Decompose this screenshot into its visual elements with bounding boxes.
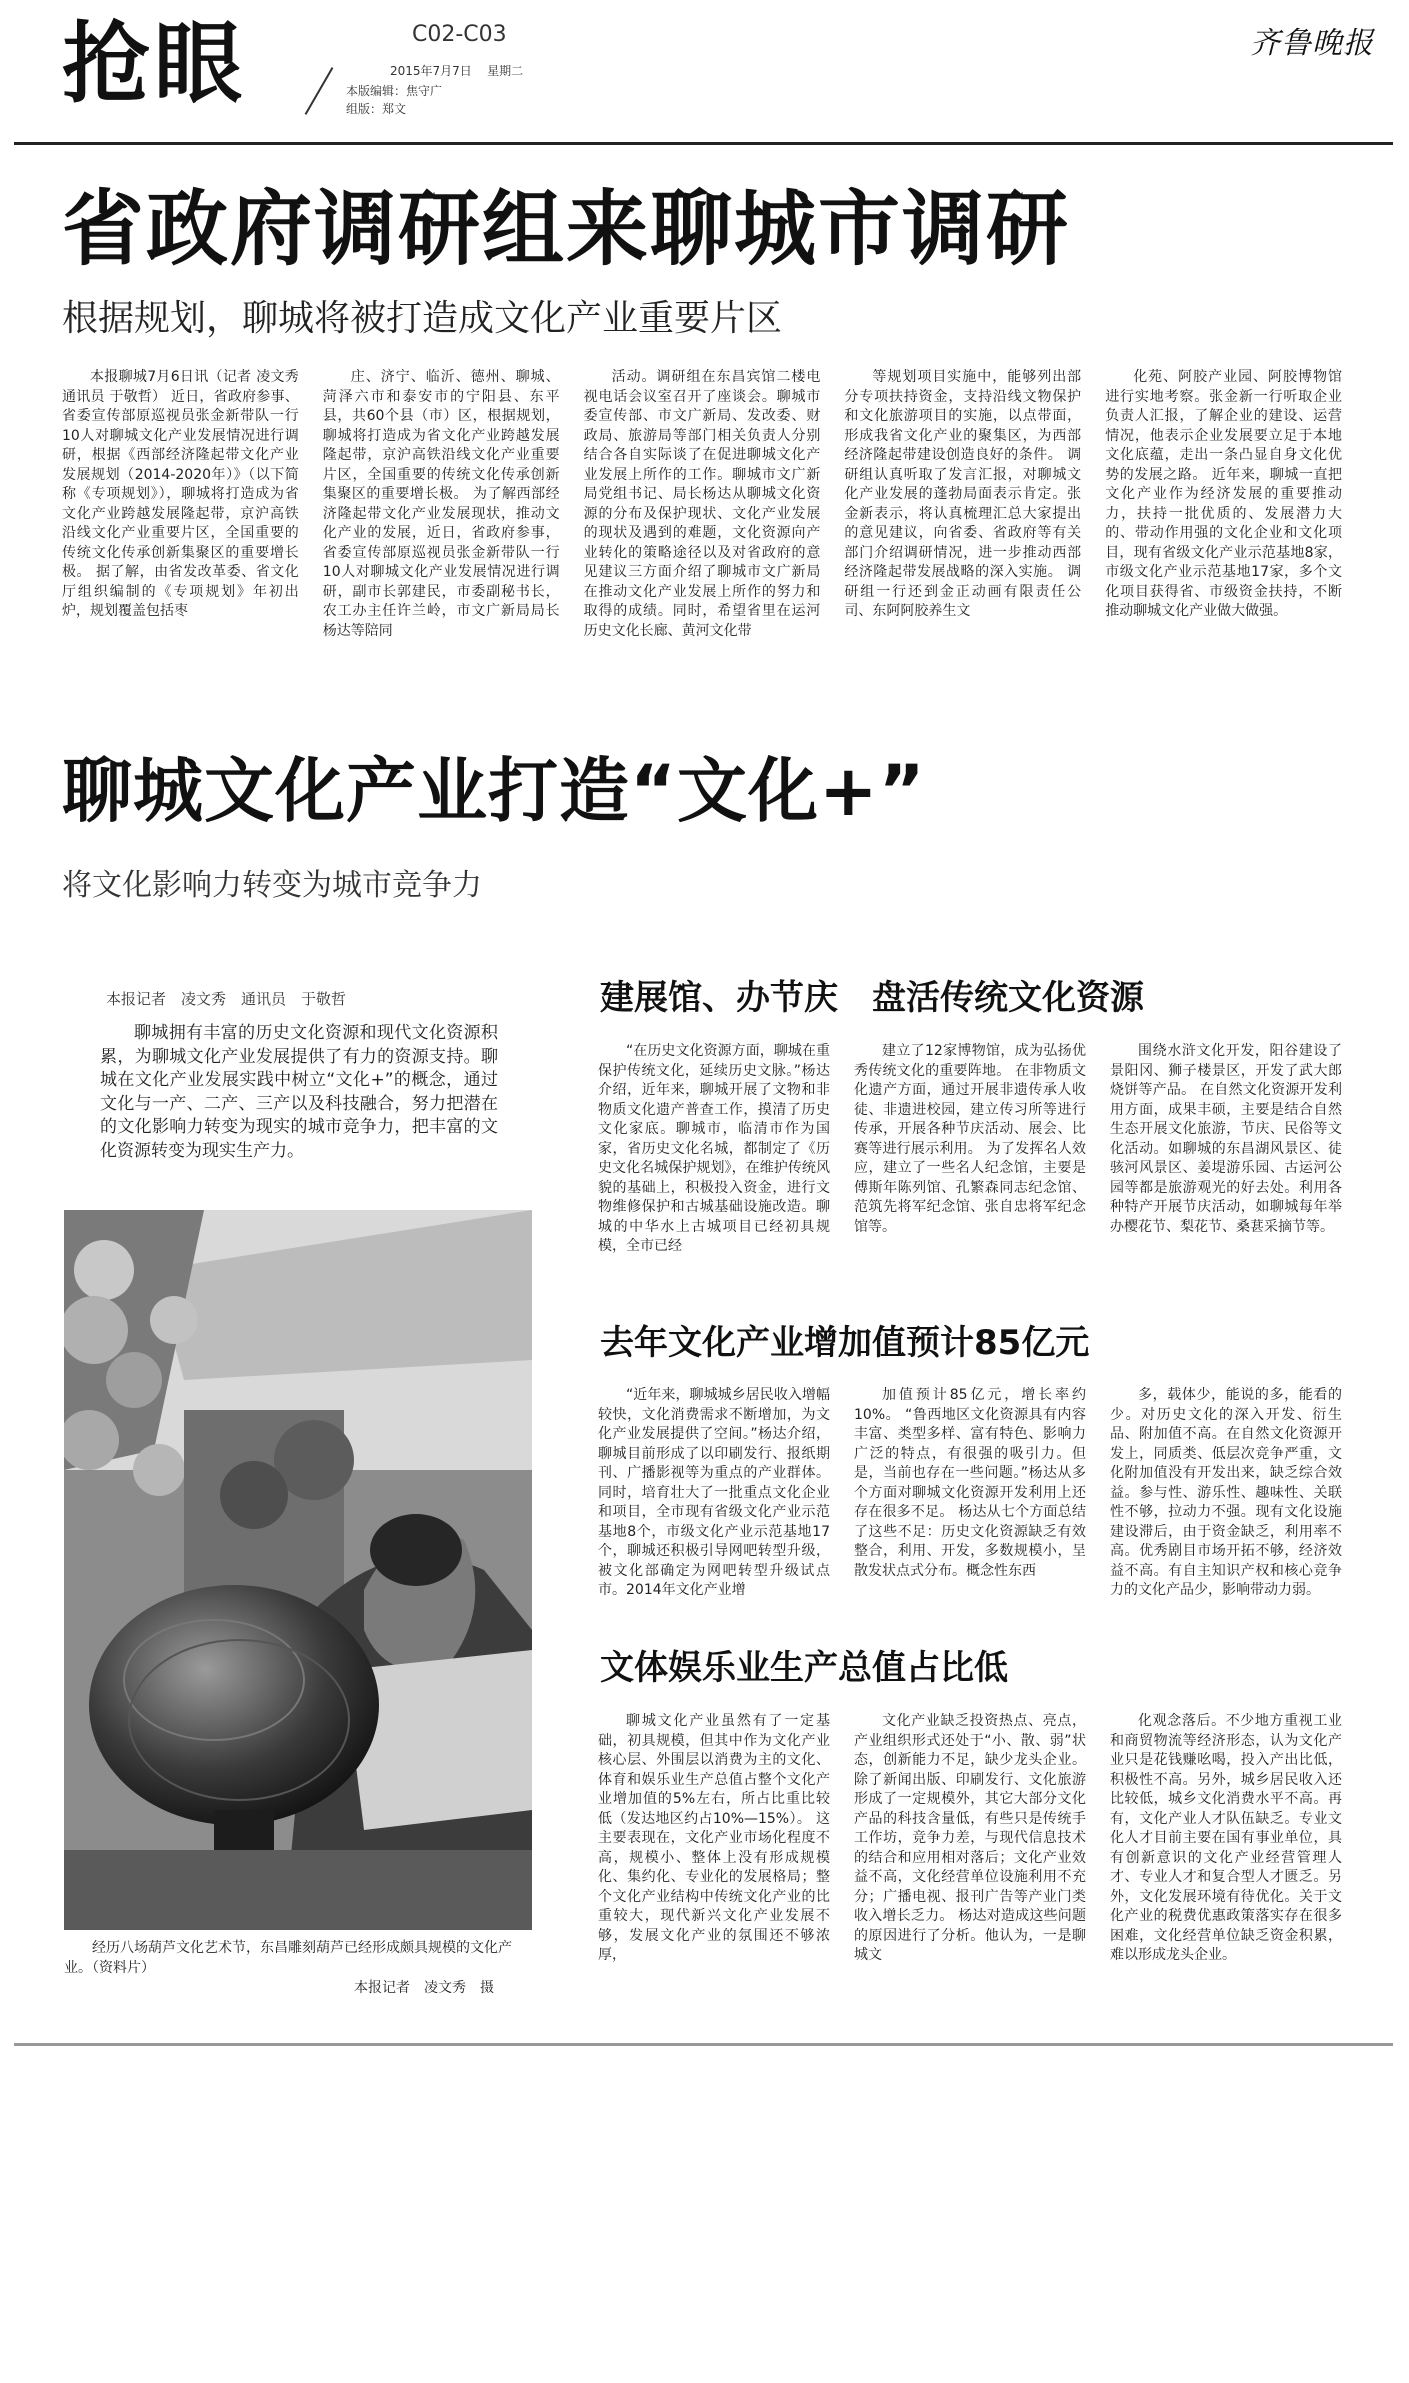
section-body xyxy=(598,1386,1342,1628)
story1-column: 本报聊城7月6日讯（记者 凌文秀 通讯员 于敬哲） 近日，省政府参事、省委宣传部原巡视员张金新带队一行10人对聊城文化产业发展情况进行调研，根据《西部经济隆起带文化产业发展规划（2014-2020年）》（以下简称《专项规划》），聊城将打造成为省文化产业跨越发展隆起带，京沪高铁沿线文化产业重要片区，全国重要的传统文化传承创新集聚区的重要增长极。 据了解，由省发改革委、省文化厅组织编制的《专项规划》年初出炉，规划覆盖包括枣 xyxy=(62,369,299,619)
story1-column: 庄、济宁、临沂、德州、聊城、菏泽六市和泰安市的宁阳县、东平县，共60个县（市）区，根据规划，聊城将打造成为省文化产业跨越发展隆起带，京沪高铁沿线文化产业重要片区，全国重要的传统文化传承创新集聚区的重要增长极。 为了解西部经济隆起带文化产业发展现状，推动文化产业的发展，近日，省政府参事，省委宣传部原巡视员张金新带队一行10人对聊城文化产业发展情况进行调研，副市长郭建民，市委副秘书长，农工办主任许兰岭，市文广新局局长杨达等陪同 xyxy=(322,369,560,639)
section-column: 加值预计85亿元，增长率约10%。 “鲁西地区文化资源具有内容丰富、类型多样、富有特色、影响力广泛的特点，有很强的吸引力。但是，当前也存在一些问题。”杨达从多个方面对聊城文化资源开发利用上还存在很多不足。 杨达从七个方面总结了这些不足：历史文化资源缺乏有效整合，利用、开发，多数规模小，呈散发状点式分布。概念性东西 xyxy=(854,1387,1086,1579)
story1-subtitle: 根据规划，聊城将被打造成文化产业重要片区 xyxy=(62,298,783,339)
footer-rule xyxy=(14,2043,1393,2046)
section-column: 建立了12家博物馆，成为弘扬优秀传统文化的重要阵地。 在非物质文化遗产方面，通过开展非遗传承人收徒、非遗进校园，建立传习所等进行传承，开展各种节庆活动、展会、比赛等进行展示利用。 为了发挥名人效应，建立了一些名人纪念馆，主要是傅斯年陈列馆、孔繁森同志纪念馆、范筑先将军纪念馆、张自忠将军纪念馆等。 xyxy=(854,1043,1086,1235)
story2-byline: 本报记者 凌文秀 通讯员 于敬哲 xyxy=(106,990,347,1008)
photo-credit: 本报记者 凌文秀 摄 xyxy=(354,1980,494,1996)
section-column: 围绕水浒文化开发，阳谷建设了景阳冈、狮子楼景区，开发了武大郎烧饼等产品。 在自然文化资源开发利用方面，成果丰硕，主要是结合自然生态开展文化旅游，节庆、民俗等文化活动。如聊城的东昌湖风景区、徒骇河风景区、姜堤游乐园、古运河公园等都是旅游观光的好去处。利用各种特产开展节庆活动，如聊城每年举办樱花节、梨花节、桑葚采摘节等。 xyxy=(1110,1043,1342,1235)
section-column: 多，载体少，能说的多，能看的少。对历史文化的深入开发、衍生品、附加值不高。在自然文化资源开发上，同质类、低层次竞争严重，文化附加值没有开发出来，缺乏综合效益。参与性、游乐性、趣味性、关联性不够，拉动力不强。现有文化设施建设滞后，由于资金缺乏，利用率不高。优秀剧目市场开拓不够，经济效益不高。有自主知识产权和核心竞争力的文化产品少，影响带动力弱。 xyxy=(1110,1387,1342,1598)
section-body xyxy=(598,1042,1342,1304)
section-column: “在历史文化资源方面，聊城在重保护传统文化，延续历史文脉。”杨达介绍，近年来，聊城开展了文物和非物质文化遗产普查工作，摸清了历史文化家底。聊城市，临清市作为国家，省历史文化名城，都制定了《历史文化名城保护规划》，在维护传统风貌的基础上，积极投入资金，进行文物维修保护和古城基础设施改造。聊城的中华水上古城项目已经初具规模，全市已经 xyxy=(598,1043,830,1254)
photo-caption xyxy=(64,1938,534,1998)
section-column: 聊城文化产业虽然有了一定基础，初具规模，但其中作为文化产业核心层、外围层以消费为主的文化、体育和娱乐业生产总值占整个文化产业增加值的5%左右，所占比重比较低（发达地区约占10%—15%）。 这主要表现在，文化产业市场化程度不高，规模小、整体上没有形成规模化、集约化、专业化的发展格局；整个文化产业结构中传统文化产业的比重较大，现代新兴文化产业发展不够，发展文化产业的氛围还不够浓厚， xyxy=(598,1713,830,1963)
story1-column: 化苑、阿胶产业园、阿胶博物馆进行实地考察。张金新一行听取企业负责人汇报，了解企业的建设、运营情况，他表示企业发展要立足于本地文化底蕴，走出一条凸显自身文化优势的发展之路。 近年来，聊城一直把文化产业作为经济发展的重要推动力，扶持一批优质的、发展潜力大的、带动作用强的文化企业和文化项目，现有省级文化产业示范基地8家，市级文化产业示范基地17家，多个文化项目获得省、市级资金扶持，不断推动聊城文化产业做大做强。 xyxy=(1105,369,1342,619)
photo-caption-text: 经历八场葫芦文化艺术节，东昌雕刻葫芦已经形成颇具规模的文化产业。（资料片） xyxy=(64,1940,512,1976)
header-rule xyxy=(14,142,1393,145)
story1-title: 省政府调研组来聊城市调研 xyxy=(62,182,1071,277)
section-column: 文化产业缺乏投资热点、亮点，产业组织形式还处于“小、散、弱”状态，创新能力不足，缺少龙头企业。除了新闻出版、印刷发行、文化旅游形成了一定规模外，其它大部分文化产品的科技含量低，有些只是传统手工作坊，竞争力差，与现代信息技术的结合和应用相对落后；文化产业效益不高，文化经营单位设施利用不充分；广播电视、报刊广告等产业门类收入增长乏力。 杨达对造成这些问题的原因进行了分析。他认为，一是聊城文 xyxy=(854,1713,1086,1963)
section-heading: 建展馆、办节庆 盘活传统文化资源 xyxy=(600,978,1144,1018)
gourd-festival-photo xyxy=(64,1210,532,1930)
story2-subtitle: 将文化影响力转变为城市竞争力 xyxy=(62,868,482,903)
story2-title: 聊城文化产业打造“文化+” xyxy=(62,750,926,832)
section-column: “近年来，聊城城乡居民收入增幅较快，文化消费需求不断增加，为文化产业发展提供了空间。”杨达介绍，聊城目前形成了以印刷发行、报纸期刊、广播影视等为重点的产业群体。同时，培育壮大了一批重点文化企业和项目，全市现有省级文化产业示范基地8个，市级文化产业示范基地17个，聊城还积极引导网吧转型升级，被文化部确定为网吧转型升级试点市。2014年文化产业增 xyxy=(598,1387,830,1598)
section-column: 化观念落后。不少地方重视工业和商贸物流等经济形态，认为文化产业只是花钱赚吆喝，投入产出比低，积极性不高。另外，城乡居民收入还比较低，城乡文化消费水平不高。再有，文化产业人才队伍缺乏。专业文化人才目前主要在国有事业单位，具有创新意识的文化产业经营管理人才、专业人才和复合型人才匮乏。另外，文化发展环境有待优化。关于文化产业的税费优惠政策落实存在很多困难，文化经营单位缺乏资金积累，难以形成龙头企业。 xyxy=(1110,1713,1342,1963)
header-divider xyxy=(305,67,334,115)
issue-weekday: 星期二 xyxy=(487,64,524,78)
composer-credit: 组版：郑文 xyxy=(346,102,407,116)
issue-date: 2015年7月7日 xyxy=(390,64,472,78)
issue-date-line xyxy=(390,62,523,80)
editor-credit: 本版编辑：焦守广 xyxy=(346,84,443,98)
story2-lead: 聊城拥有丰富的历史文化资源和现代文化资源积累，为聊城文化产业发展提供了有力的资源支持。聊城在文化产业发展实践中树立“文化+”的概念，通过文化与一产、二产、三产以及科技融合，努力把潜在的文化影响力转变为现实的城市竞争力，把丰富的文化资源转变为现实生产力。 xyxy=(100,1023,498,1161)
section-heading: 去年文化产业增加值预计85亿元 xyxy=(600,1323,1090,1363)
story1-column: 等规划项目实施中，能够列出部分专项扶持资金，支持沿线文物保护和文化旅游项目的实施，以点带面，形成我省文化产业的聚集区，为西部经济隆起带建设创造良好的条件。 调研组认真听取了发言汇报，对聊城文化产业发展的蓬勃局面表示肯定。张金新表示，将认真梳理汇总大家提出的意见建议，向省委、省政府等有关部门介绍调研情况，进一步推动西部经济隆起带发展战略的深入实施。 调研组一行还到金正动画有限责任公司、东阿阿胶养生文 xyxy=(844,369,1082,619)
photo-illustration xyxy=(64,1210,532,1930)
section-logo: 抢眼 xyxy=(62,12,247,115)
section-heading: 文体娱乐业生产总值占比低 xyxy=(600,1648,1008,1688)
story1-column: 活动。调研组在东昌宾馆二楼电视电话会议室召开了座谈会。聊城市委宣传部、市文广新局、发改委、财政局、旅游局等部门相关负责人分别结合各自实际谈了在促进聊城文化产业发展上所作的工作。聊城市文广新局党组书记、局长杨达从聊城文化资源的分布及保护现状、文化产业发展的现状及遇到的难题，文化资源向产业转化的策略途径以及对省政府的意见建议三方面介绍了聊城市文广新局在推动文化产业发展上所作的努力和取得的成绩。同时，希望省里在运河历史文化长廊、黄河文化带 xyxy=(583,369,821,639)
newspaper-name: 齐鲁晚报 xyxy=(1250,26,1374,61)
section-body xyxy=(598,1712,1342,2030)
story1-body xyxy=(62,368,1342,700)
page-code: C02-C03 xyxy=(412,22,507,47)
